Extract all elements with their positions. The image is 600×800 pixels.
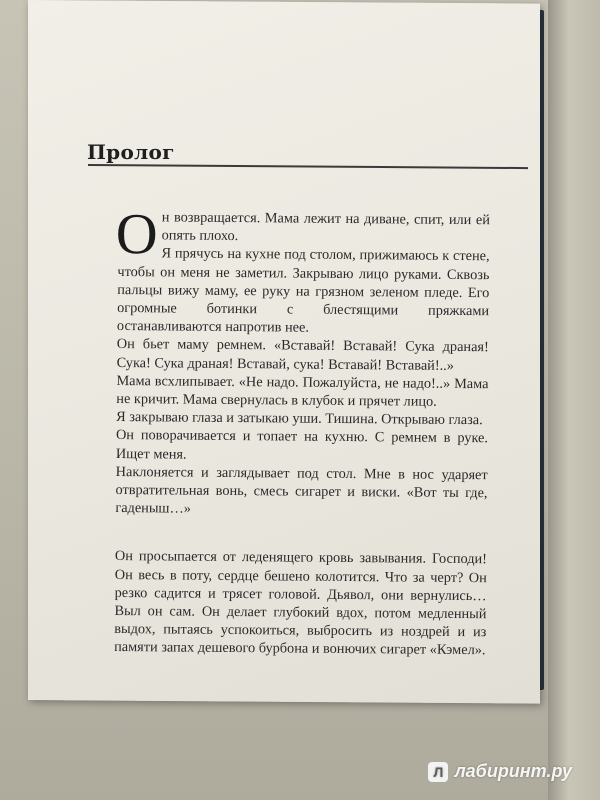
section-gap — [115, 517, 487, 550]
paragraph-7: Наклоняется и заглядывает под стол. Мне в нос ударяет отвратительная вонь, смесь сигарет и виски. «Вот ты где, гаденыш…» — [115, 463, 488, 517]
drop-cap: О — [115, 200, 158, 267]
body-text — [114, 200, 490, 660]
labyrinth-logo-icon: Л — [428, 762, 448, 782]
paragraph-3: Он бьет маму ремнем. «Вставай! Вставай! Сука драная! Сука! Сука драная! Вставай, сука! Вставай! Вставай!..» — [116, 336, 489, 374]
watermark — [428, 761, 572, 782]
watermark-text: лабиринт.ру — [454, 761, 572, 781]
paragraph-4: Мама всхлипывает. «Не надо. Пожалуйста, не надо!..» Мама не кричит. Мама свернулась в клубок и прячет лицо. — [116, 372, 489, 410]
paragraph-1: Он возвращается. Мама лежит на диване, спит, или ей опять плохо. — [115, 200, 490, 267]
paragraph-6: Он поворачивается и топает на кухню. С ремнем в руке. Ищет меня. — [115, 427, 489, 463]
paragraph-5: Я закрываю глаза и затыкаю уши. Тишина. Открываю глаза. — [116, 409, 483, 429]
book-shadow — [548, 0, 600, 800]
chapter-heading: Пролог — [87, 140, 175, 164]
paragraph-8: Он просыпается от леденящего кровь завывания. Господи! Он весь в поту, сердце бешено колотится. Что за черт? Он резко садится и трясет головой. Дьявол, они вернулись… Выл он сам. Он делает глубокий вдох, потом медленный выдох, пытаясь успокоиться, выбросить из ноздрей и из памяти запах дешевого бурбона и вонючих сигарет «Кэмел». — [114, 548, 488, 659]
paragraph-2: Я прячусь на кухне под столом, прижимаюсь к стене, чтобы он меня не заметил. Закрываю лицо руками. Сквозь пальцы вижу маму, ее руку на грязном зеленом пледе. Его огромные ботинки с блестящими пряжками останавливаются напротив нее. — [116, 245, 490, 336]
